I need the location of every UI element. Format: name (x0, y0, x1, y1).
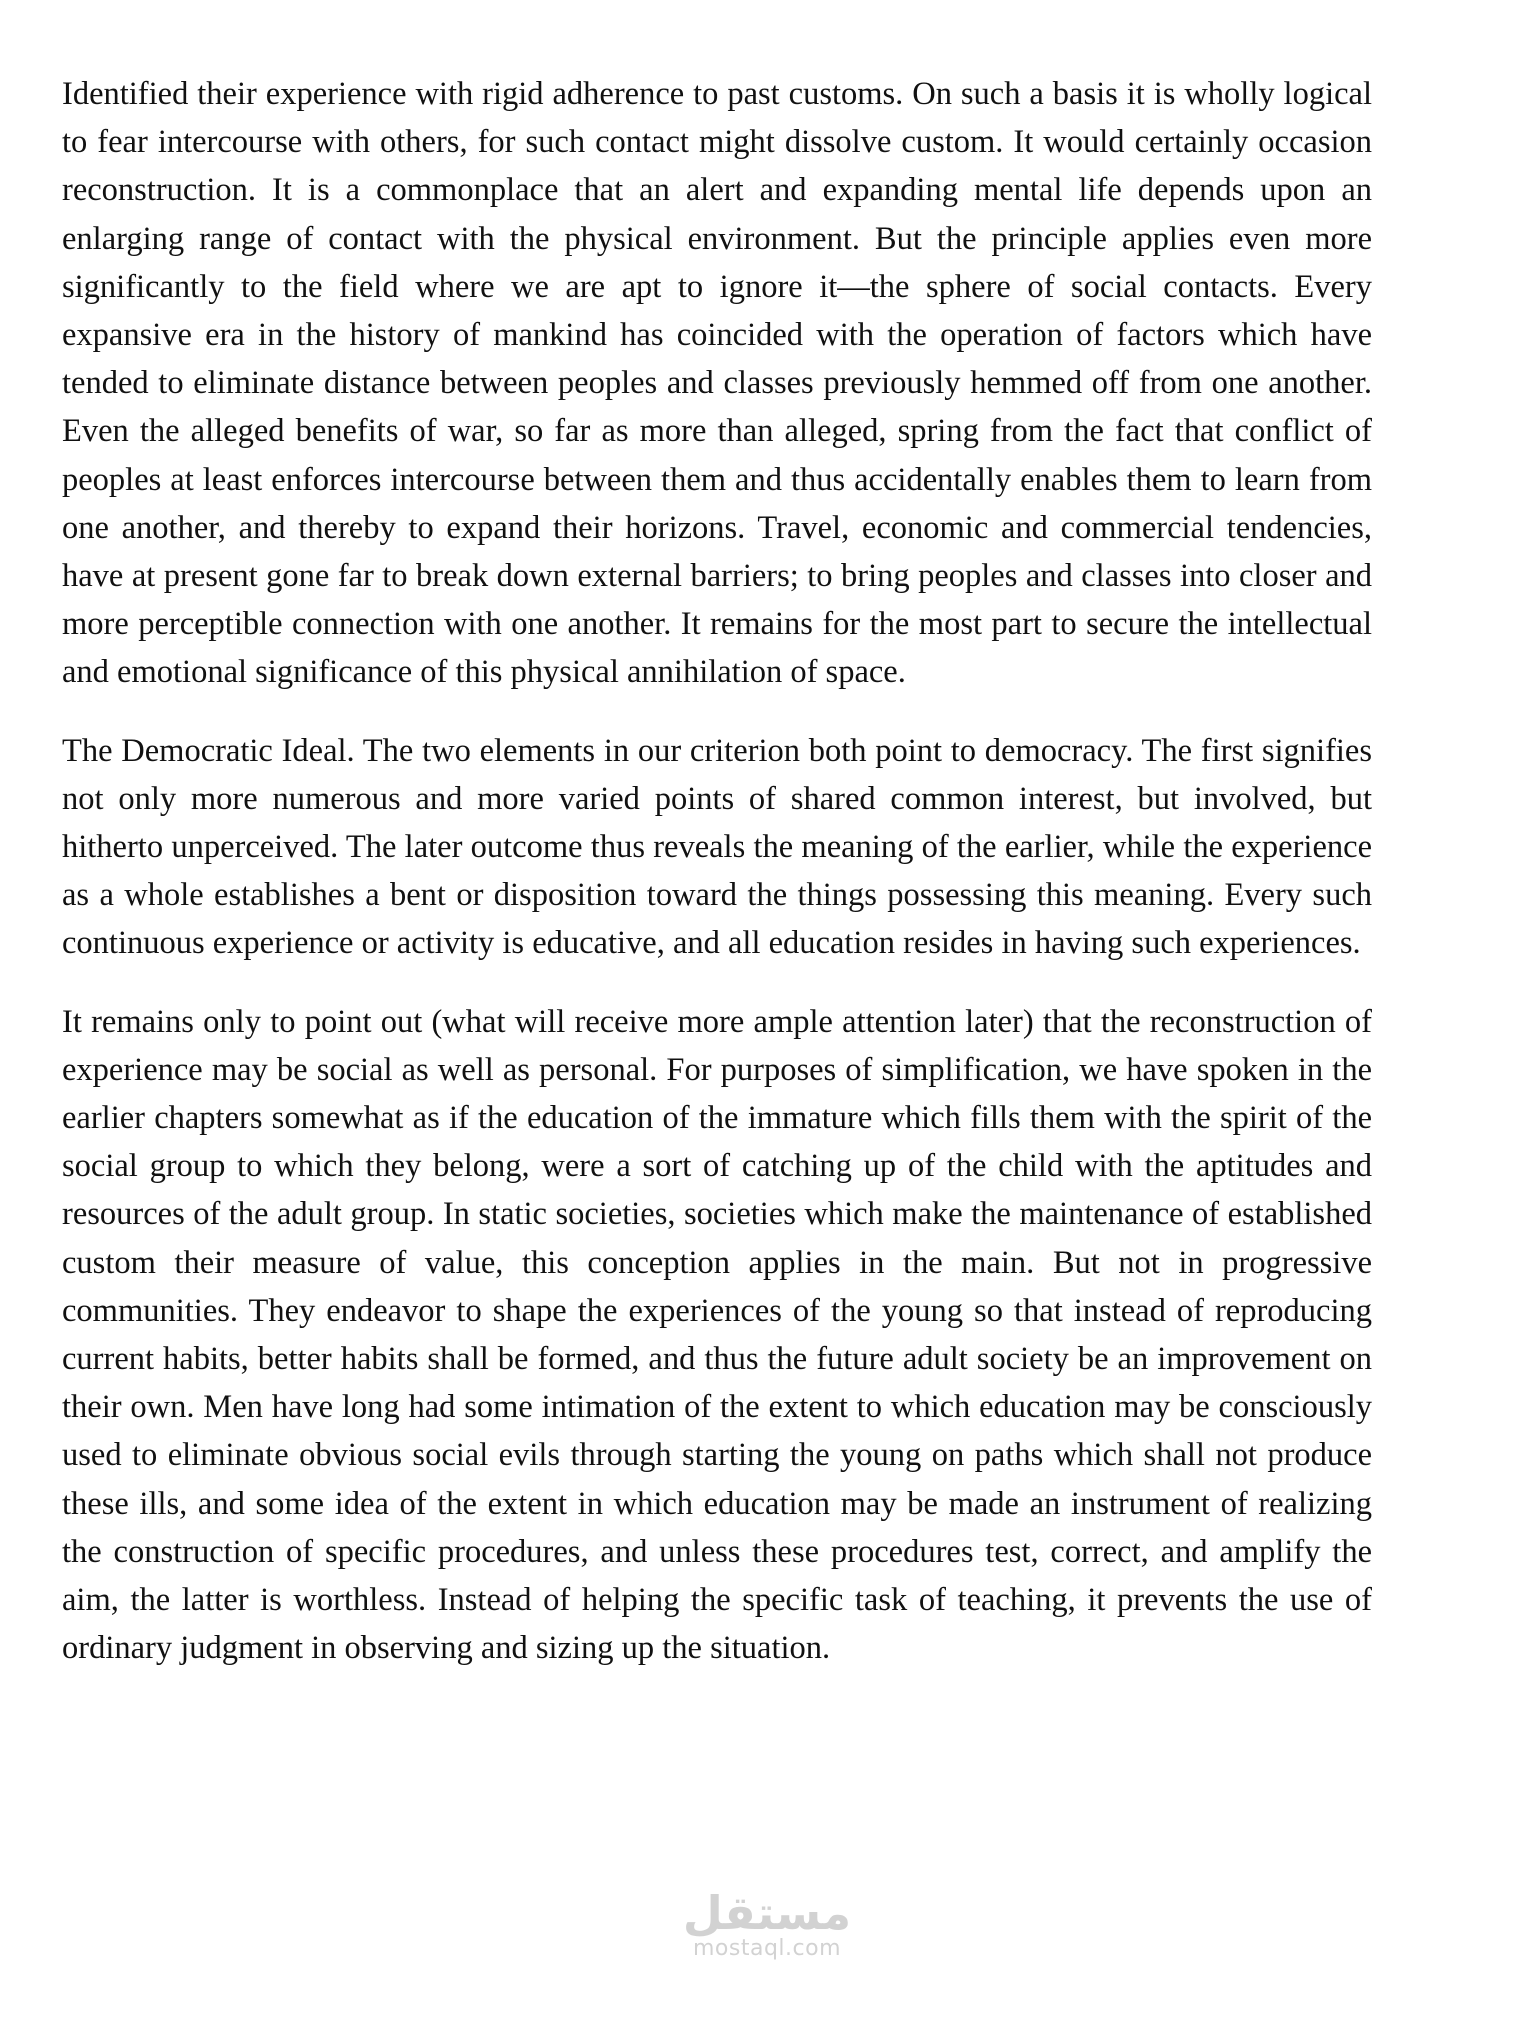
paragraph-2: The Democratic Ideal. The two elements in our criterion both point to democracy. The first signifies not only more numerous and more varied points of shared common interest, but involved, but hitherto unperceived. The later outcome thus reveals the meaning of the earlier, while the experience as a whole establishes a bent or disposition toward the things possessing this meaning. Every such continuous experience or activity is educative, and all education resides in having such experiences. (62, 732, 1372, 962)
paragraph-1: Identified their experience with rigid adherence to past customs. On such a basis it is wholly logical to fear intercourse with others, for such contact might dissolve custom. It would certainly occasion reconstruction. It is a commonplace that an alert and expanding mental life depends upon an enlarging range of contact with the physical environment. But the principle applies even more significantly to the field where we are apt to ignore it—the sphere of social contacts. Every expansive era in the history of mankind has coincided with the operation of factors which have tended to eliminate distance between peoples and classes previously hemmed off from one another. Even the alleged benefits of war, so far as more than alleged, spring from the fact that conflict of peoples at least enforces intercourse between them and thus accidentally enables them to learn from one another, and thereby to expand their horizons. Travel, economic and commercial tendencies, have at present gone far to break down external barriers; to bring peoples and classes into closer and more perceptible connection with one another. It remains for the most part to secure the intellectual and emotional significance of this physical annihilation of space. (62, 76, 1372, 691)
watermark-site: mostaql.com (692, 1936, 842, 1961)
watermark-logo: مستقل (682, 1886, 852, 1940)
paragraph-3: It remains only to point out (what will receive more ample attention later) that the reconstruction of experience may be social as well as personal. For purposes of simplification, we have spoken in the earlier chapters somewhat as if the education of the immature which fills them with the spirit of the social group to which they belong, were a sort of catching up of the child with the aptitudes and resources of the adult group. In static societies, societies which make the maintenance of established custom their measure of value, this conception applies in the main. But not in progressive communities. They endeavor to shape the experiences of the young so that instead of reproducing current habits, better habits shall be formed, and thus the future adult society be an improvement on their own. Men have long had some intimation of the extent to which education may be consciously used to eliminate obvious social evils through starting the young on paths which shall not produce these ills, and some idea of the extent in which education may be made an instrument of realizing the construction of specific procedures, and unless these procedures test, correct, and amplify the aim, the latter is worthless. Instead of helping the specific task of teaching, it prevents the use of ordinary judgment in observing and sizing up the situation. (62, 1003, 1372, 1667)
mostaql-watermark (672, 1886, 862, 1970)
document-page (62, 70, 1372, 1673)
